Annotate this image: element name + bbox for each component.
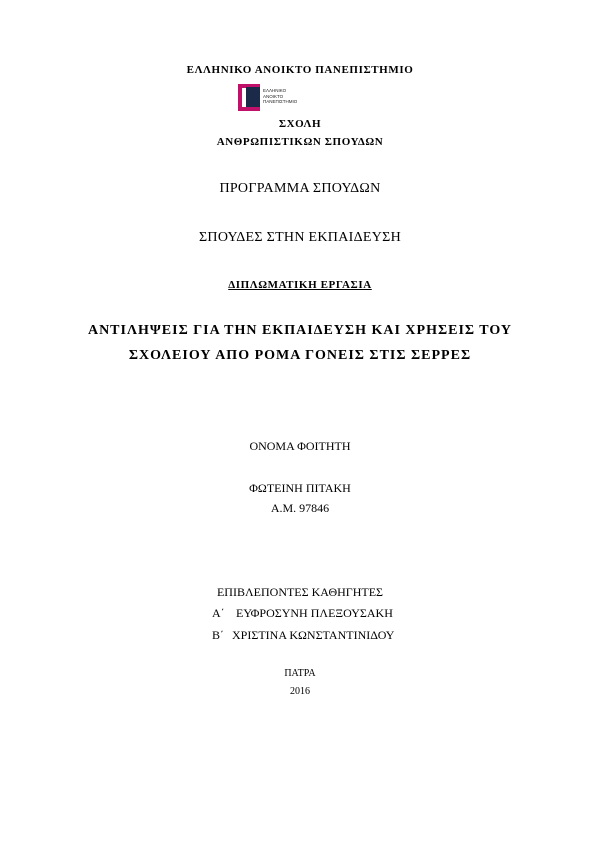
thesis-label: ΔΙΠΛΩΜΑΤΙΚΗ ΕΡΓΑΣΙΑ — [228, 279, 372, 291]
student-id: Α.Μ. 97846 — [270, 501, 330, 515]
logo-text — [263, 88, 297, 105]
supervisors-label: ΕΠΙΒΛΕΠΟΝΤΕΣ ΚΑΘΗΓΗΤΕΣ — [216, 585, 384, 599]
place: ΠΑΤΡΑ — [284, 668, 316, 679]
logo-icon — [238, 84, 260, 111]
year: 2016 — [290, 686, 310, 697]
logo-text-line: ΕΛΛΗΝΙΚΟ — [263, 88, 287, 93]
logo-text-line: ΠΑΝΕΠΙΣΤΗΜΙΟ — [263, 99, 298, 104]
logo-text-line: ΑΝΟΙΚΤΟ — [263, 93, 284, 99]
supervisor-marker-a: Α΄ — [212, 606, 225, 620]
university-name: ΕΛΛΗΝΙΚΟ ΑΝΟΙΚΤΟ ΠΑΝΕΠΙΣΤΗΜΙΟ — [186, 64, 414, 76]
program-title: ΠΡΟΓΡΑΜΜΑ ΣΠΟΥΔΩΝ — [219, 181, 381, 196]
studies-title: ΣΠΟΥΔΕΣ ΣΤΗΝ ΕΚΠΑΙΔΕΥΣΗ — [198, 230, 402, 245]
supervisor-name-a: ΕΥΦΡΟΣΥΝΗ ΠΛΕΞΟΥΣΑΚΗ — [236, 606, 393, 620]
school-label: ΣΧΟΛΗ — [278, 118, 322, 130]
supervisor-name-b: ΧΡΙΣΤΙΝΑ ΚΩΝΣΤΑΝΤΙΝΙΔΟΥ — [232, 628, 395, 642]
thesis-title-line-2: ΣΧΟΛΕΙΟΥ ΑΠΟ ΡΟΜΑ ΓΟΝΕΙΣ ΣΤΙΣ ΣΕΡΡΕΣ — [128, 348, 472, 363]
thesis-title-line-1: ΑΝΤΙΛΗΨΕΙΣ ΓΙΑ ΤΗΝ ΕΚΠΑΙΔΕΥΣΗ ΚΑΙ ΧΡΗΣΕΙΣ ΤΟΥ — [87, 323, 513, 338]
student-name: ΦΩΤΕΙΝΗ ΠΙΤΑΚΗ — [249, 481, 351, 495]
university-logo — [238, 84, 314, 112]
student-label: ΟΝΟΜΑ ΦΟΙΤΗΤΗ — [249, 439, 351, 453]
school-name: ΑΝΘΡΩΠΙΣΤΙΚΩΝ ΣΠΟΥΔΩΝ — [216, 136, 384, 148]
supervisor-marker-b: Β΄ — [212, 628, 224, 642]
